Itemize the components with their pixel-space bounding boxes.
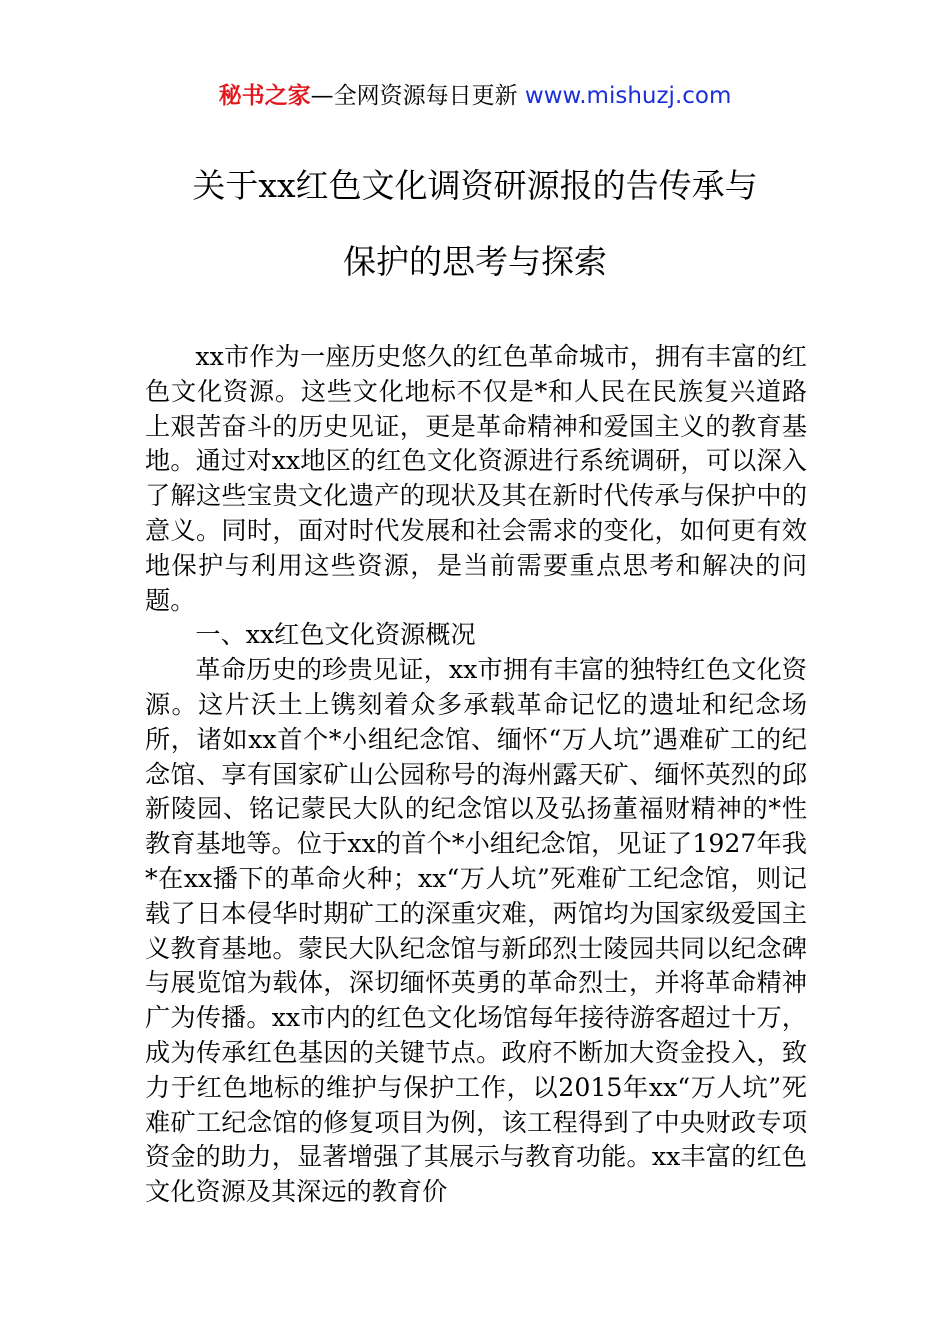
title-line-1: 关于xx红色文化调资研源报的告传承与 bbox=[192, 166, 758, 205]
section-heading: 一、xx红色文化资源概况 bbox=[195, 620, 476, 650]
document-title bbox=[145, 148, 805, 300]
site-url-link[interactable]: www.mishuzj.com bbox=[524, 83, 732, 109]
site-brand: 秘书之家 bbox=[218, 83, 311, 109]
site-header bbox=[0, 80, 950, 112]
section-paragraph: 革命历史的珍贵见证，xx市拥有丰富的独特红色文化资源。这片沃土上镌刻着众多承载革命记忆的遗址和纪念场所，诸如xx首个*小组纪念馆、缅怀“万人坑”遇难矿工的纪念馆、享有国家矿山公园称号的海州露天矿、缅怀英烈的邱新陵园、铭记蒙民大队的纪念馆以及弘扬董福财精神的*性教育基地等。位于xx的首个*小组纪念馆，见证了1927年我*在xx播下的革命火种；xx“万人坑”死难矿工纪念馆，则记载了日本侵华时期矿工的深重灾难，两馆均为国家级爱国主义教育基地。蒙民大队纪念馆与新邱烈士陵园共同以纪念碑与展览馆为载体，深切缅怀英勇的革命烈士，并将革命精神广为传播。xx市内的红色文化场馆每年接待游客超过十万，成为传承红色基因的关键节点。政府不断加大资金投入，致力于红色地标的维护与保护工作，以2015年xx“万人坑”死难矿工纪念馆的修复项目为例，该工程得到了中央财政专项资金的助力，显著增强了其展示与教育功能。xx丰富的红色文化资源及其深远的教育价 bbox=[145, 655, 807, 1207]
title-line-2: 保护的思考与探索 bbox=[343, 242, 607, 281]
document-body bbox=[145, 340, 807, 1210]
intro-paragraph: xx市作为一座历史悠久的红色革命城市，拥有丰富的红色文化资源。这些文化地标不仅是*和人民在民族复兴道路上艰苦奋斗的历史见证，更是革命精神和爱国主义的教育基地。通过对xx地区的红色文化资源进行系统调研，可以深入了解这些宝贵文化遗产的现状及其在新时代传承与保护中的意义。同时，面对时代发展和社会需求的变化，如何更有效地保护与利用这些资源，是当前需要重点思考和解决的问题。 bbox=[145, 342, 807, 615]
site-tagline: —全网资源每日更新 bbox=[310, 83, 518, 109]
